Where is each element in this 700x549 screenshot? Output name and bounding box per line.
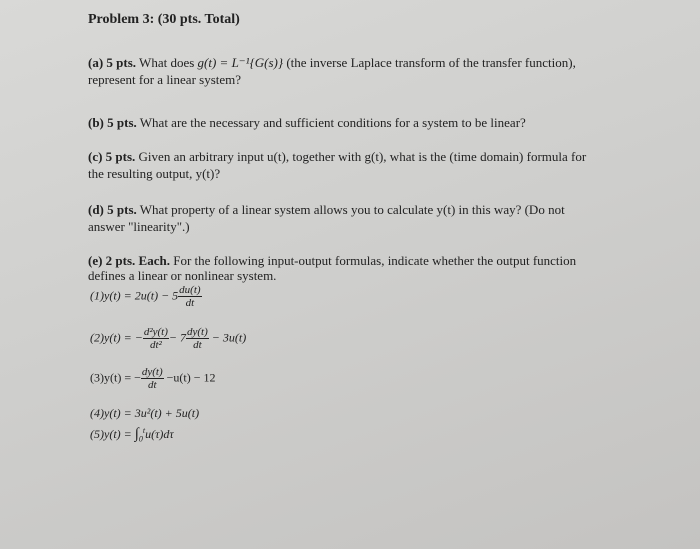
part-b-label: (b) 5 pts. bbox=[88, 115, 137, 130]
eq5-lower-limit: 0 bbox=[138, 434, 143, 444]
part-e-line1 bbox=[88, 253, 576, 269]
eq3-tail: −u(t) − 12 bbox=[166, 370, 216, 385]
eq2-denominator-1: dt² bbox=[149, 339, 162, 351]
part-b-line1 bbox=[88, 115, 526, 131]
part-c-text1: Given an arbitrary input u(t), together with g(t), what is the (time domain) formula for bbox=[138, 149, 587, 164]
eq2-fraction-1 bbox=[143, 326, 169, 351]
part-e-line2: defines a linear or nonlinear system. bbox=[88, 268, 277, 283]
eq2-lhs: (2)y(t) = − bbox=[90, 330, 143, 345]
problem-title bbox=[88, 12, 240, 28]
equation-3 bbox=[90, 366, 216, 391]
part-a-line2: represent for a linear system? bbox=[88, 72, 242, 87]
part-e-text1: For the following input-output formulas, indicate whether the output function bbox=[173, 253, 577, 268]
eq2-mid: − 7 bbox=[168, 330, 187, 345]
eq5-integrand: u(τ)dτ bbox=[145, 427, 174, 441]
equation-1 bbox=[90, 284, 202, 309]
part-a-line1 bbox=[88, 55, 576, 71]
problem-points: (30 pts. Total) bbox=[157, 12, 240, 27]
part-d-line2: answer "linearity".) bbox=[88, 219, 190, 234]
eq3-numerator: dy(t) bbox=[141, 366, 163, 378]
equation-2 bbox=[90, 326, 246, 351]
part-b-text: What are the necessary and sufficient conditions for a system to be linear? bbox=[139, 115, 526, 130]
eq5-integral-sign: ∫ bbox=[134, 426, 139, 442]
eq1-denominator: dt bbox=[185, 297, 195, 309]
eq2-tail: − 3u(t) bbox=[211, 330, 247, 345]
eq3-lhs: (3)y(t) = − bbox=[90, 370, 141, 385]
eq2-fraction-2 bbox=[186, 326, 209, 351]
part-a-math: g(t) = L⁻¹{G(s)} bbox=[197, 55, 284, 70]
part-c-line1 bbox=[88, 149, 586, 165]
part-d-line1 bbox=[88, 202, 565, 218]
problem-number: Problem 3: bbox=[88, 12, 155, 27]
equation-4: (4)y(t) = 3u²(t) + 5u(t) bbox=[90, 406, 200, 420]
eq2-numerator-1: d²y(t) bbox=[143, 326, 168, 338]
eq5-lhs: (5)y(t) = bbox=[90, 427, 135, 441]
eq2-numerator-2: dy(t) bbox=[187, 326, 208, 338]
part-c-line2: the resulting output, y(t)? bbox=[88, 166, 221, 181]
eq2-denominator-2: dt bbox=[193, 339, 202, 351]
part-d-label: (d) 5 pts. bbox=[88, 202, 137, 217]
part-d-text1: What property of a linear system allows you to calculate y(t) in this way? (Do not bbox=[139, 202, 565, 217]
part-e-label: (e) 2 pts. Each. bbox=[88, 253, 170, 268]
part-a-text-pre: What does bbox=[139, 55, 195, 70]
part-a-text-post: (the inverse Laplace transform of the transfer function), bbox=[286, 55, 576, 70]
eq3-fraction bbox=[141, 366, 164, 391]
eq1-fraction bbox=[178, 284, 201, 309]
eq5-upper-limit: t bbox=[142, 426, 146, 435]
equation-5 bbox=[90, 426, 174, 443]
part-c-label: (c) 5 pts. bbox=[88, 149, 136, 164]
eq1-lhs: (1)y(t) = 2u(t) − 5 bbox=[90, 288, 179, 303]
eq1-numerator: du(t) bbox=[179, 284, 201, 296]
eq3-denominator: dt bbox=[147, 379, 157, 391]
part-a-label: (a) 5 pts. bbox=[88, 55, 137, 70]
